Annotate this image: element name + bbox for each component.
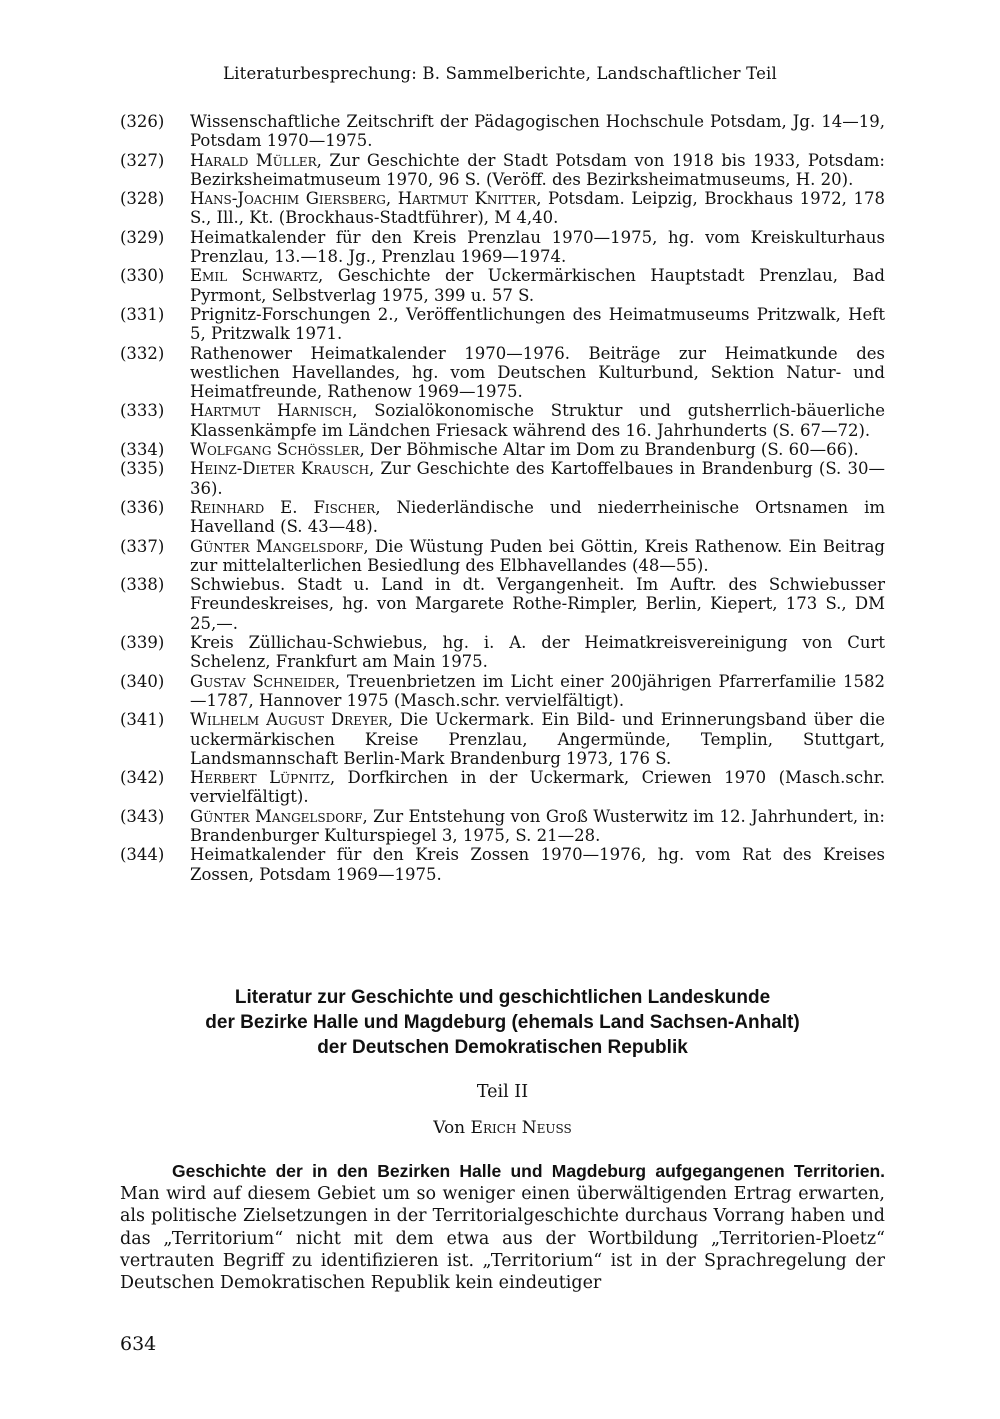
- entry-number: (336): [120, 497, 165, 517]
- entry-body: [190, 710, 885, 768]
- entry-body: [190, 228, 885, 267]
- entry-body: [190, 672, 885, 711]
- entry-text: , Zur Geschichte der Stadt Potsdam von 1918 bis 1933, Potsdam: Bezirksheimatmuseum 1970, 96 S. (Veröff. des Bezirksheimatmuseums, H. 20).: [190, 150, 885, 189]
- entry-body: [190, 401, 885, 440]
- article-title: [120, 985, 885, 1060]
- entry-text: Prignitz-Forschungen 2., Veröffentlichungen des Heimatmuseums Pritzwalk, Heft 5, Pritzwalk 1971.: [190, 304, 885, 344]
- entry-body: [190, 633, 885, 672]
- bibliography-entry: [120, 459, 885, 498]
- entry-body: [190, 112, 885, 151]
- bibliography-entry: [120, 228, 885, 267]
- entry-number: (338): [120, 575, 165, 595]
- article-section: [120, 985, 885, 1312]
- entry-text: Schwiebus. Stadt u. Land in dt. Vergangenheit. Im Auftr. des Schwiebusser Freundeskreises, hg. von Margarete Rothe-Rimpler, Berlin, Kiepert, 173 S., DM 25,—.: [190, 575, 885, 633]
- entry-text: Heimatkalender für den Kreis Zossen 1970—1976, hg. vom Rat des Kreises Zossen, Potsdam 1969—1975.: [190, 845, 885, 884]
- entry-body: [190, 305, 885, 344]
- entry-number: (330): [120, 266, 165, 286]
- entry-body: [190, 768, 885, 807]
- bibliography-entry: [120, 344, 885, 402]
- running-head: Literaturbesprechung: B. Sammelberichte, Landschaftlicher Teil: [223, 64, 777, 83]
- bibliography-entry: [120, 151, 885, 190]
- entry-text: , Niederländische und niederrheinische Ortsnamen im Havelland (S. 43—48).: [190, 497, 886, 537]
- entry-number: (328): [120, 189, 165, 209]
- entry-text: , Die Uckermark. Ein Bild- und Erinnerungsband über die uckermärkischen Kreise Prenzlau, Angermünde, Templin, Stuttgart, Landsmannschaft Berlin-Mark Brandenburg 1973, 176 S.: [190, 710, 885, 768]
- entry-number: (326): [120, 112, 165, 131]
- entry-number: (337): [120, 536, 165, 556]
- entry-text: Wissenschaftliche Zeitschrift der Pädagogischen Hochschule Potsdam, Jg. 14—19, Potsdam 1970—1975.: [190, 112, 885, 151]
- entry-text: , Potsdam. Leipzig, Brockhaus 1972, 178 S., Ill., Kt. (Brockhaus-Stadtführer), M 4,40.: [190, 189, 885, 228]
- entry-author: Herbert Lüpnitz: [190, 768, 330, 788]
- article-part: Teil II: [476, 1082, 529, 1102]
- entry-author: Günter Mangelsdorf: [190, 806, 363, 826]
- entry-author: Hans-Joachim Giersberg, Hartmut Knitter: [190, 189, 537, 209]
- entry-text: Heimatkalender für den Kreis Prenzlau 1970—1975, hg. vom Kreiskulturhaus Prenzlau, 13.—18. Jg., Prenzlau 1969—1974.: [190, 227, 885, 267]
- article-title-line: der Bezirke Halle und Magdeburg (ehemals Land Sachsen-Anhalt): [205, 1012, 800, 1033]
- bibliography-entry: [120, 807, 885, 846]
- bibliography-entry: [120, 189, 885, 228]
- entry-author: Reinhard E. Fischer: [190, 497, 376, 517]
- entry-body: [190, 807, 885, 846]
- bibliography-entry: [120, 845, 885, 884]
- entry-number: (332): [120, 343, 165, 363]
- entry-text: , Die Wüstung Puden bei Göttin, Kreis Rathenow. Ein Beitrag zur mittelalterlichen Besiedlung des Elbhavellandes (48—55).: [190, 536, 885, 575]
- entry-body: [190, 151, 885, 190]
- entry-body: [190, 498, 885, 537]
- bibliography-entry: [120, 266, 885, 305]
- entry-text: , Zur Entstehung von Groß Wusterwitz im 12. Jahrhundert, in: Brandenburger Kulturspiegel 3, 1975, S. 21—28.: [190, 806, 885, 845]
- entry-number: (339): [120, 633, 165, 653]
- entry-body: [190, 266, 885, 305]
- entry-number: (335): [120, 459, 165, 479]
- bibliography-entry: [120, 633, 885, 672]
- entry-author: Emil Schwartz: [190, 266, 319, 286]
- page-number: 634: [120, 1333, 157, 1355]
- article-author: [120, 1118, 885, 1138]
- bibliography-entry: [120, 498, 885, 537]
- bibliography-entry: [120, 710, 885, 768]
- bibliography-entry: [120, 537, 885, 576]
- body-paragraph: [120, 1160, 885, 1294]
- entry-number: (341): [120, 710, 165, 730]
- entry-number: (327): [120, 150, 165, 170]
- entry-number: (342): [120, 768, 165, 788]
- bibliography-entry: [120, 401, 885, 440]
- entry-body: [190, 189, 885, 228]
- entry-number: (334): [120, 440, 165, 460]
- entry-text: , Der Böhmische Altar im Dom zu Brandenburg (S. 60—66).: [359, 440, 859, 460]
- entry-author: Harald Müller: [190, 150, 317, 170]
- bibliography-entry: [120, 672, 885, 711]
- entry-author: Gustav Schneider: [190, 671, 335, 691]
- entry-text: , Treuenbrietzen im Licht einer 200jährigen Pfarrerfamilie 1582—1787, Hannover 1975 (Masch.schr. vervielfältigt).: [190, 671, 885, 710]
- entry-number: (333): [120, 401, 165, 421]
- article-title-line: Literatur zur Geschichte und geschichtlichen Landeskunde: [234, 987, 771, 1008]
- entry-number: (329): [120, 227, 165, 247]
- bibliography-entry: [120, 575, 885, 633]
- entry-text: , Dorfkirchen in der Uckermark, Criewen 1970 (Masch.schr. vervielfältigt).: [190, 768, 886, 807]
- entry-body: [190, 440, 885, 459]
- entry-text: , Sozialökonomische Struktur und gutsherrlich-bäuerliche Klassenkämpfe im Ländchen Friesack während des 16. Jahrhunderts (S. 67—72).: [190, 401, 886, 440]
- entry-text: Rathenower Heimatkalender 1970—1976. Beiträge zur Heimatkunde des westlichen Havellandes, hg. vom Deutschen Kulturbund, Sektion Natur- und Heimatfreunde, Rathenow 1969—1975.: [190, 343, 885, 402]
- entry-body: [190, 459, 885, 498]
- bibliography-list: [120, 112, 885, 884]
- entry-author: Günter Mangelsdorf: [190, 536, 364, 556]
- entry-body: [190, 537, 885, 576]
- bibliography-entry: [120, 440, 885, 459]
- entry-text: Kreis Züllichau-Schwiebus, hg. i. A. der Heimatkreisvereinigung von Curt Schelenz, Frankfurt am Main 1975.: [190, 633, 885, 672]
- entry-author: Wilhelm August Dreyer: [190, 710, 388, 730]
- entry-text: , Geschichte der Uckermärkischen Hauptstadt Prenzlau, Bad Pyrmont, Selbstverlag 1975, 399 u. 57 S.: [190, 266, 885, 305]
- entry-number: (344): [120, 845, 165, 865]
- entry-body: [190, 845, 885, 884]
- entry-author: Hartmut Harnisch: [190, 401, 353, 421]
- entry-number: (340): [120, 671, 165, 691]
- entry-body: [190, 344, 885, 402]
- bibliography-entry: [120, 112, 885, 151]
- entry-text: , Zur Geschichte des Kartoffelbaues in Brandenburg (S. 30—36).: [190, 459, 885, 498]
- entry-body: [190, 575, 885, 633]
- bibliography-entry: [120, 305, 885, 344]
- entry-number: (343): [120, 806, 165, 826]
- entry-author: Heinz-Dieter Krausch: [190, 459, 370, 479]
- author-name: Erich Neuss: [470, 1118, 572, 1138]
- bibliography-entry: [120, 768, 885, 807]
- author-prefix: Von: [433, 1118, 471, 1138]
- entry-author: Wolfgang Schössler: [190, 440, 360, 460]
- article-title-line: der Deutschen Demokratischen Republik: [317, 1037, 688, 1058]
- paragraph-heading: Geschichte der in den Bezirken Halle und Magdeburg aufgegangenen Territorien.: [172, 1161, 885, 1181]
- entry-number: (331): [120, 304, 165, 324]
- paragraph-text: Man wird auf diesem Gebiet um so weniger einen überwältigenden Ertrag erwarten, als politische Zielsetzungen in der Territorialgeschichte durchaus Vorrang haben und das „Territorium“ nicht mit dem etwa aus der Wortbildung „Territorien-Ploetz“ vertrauten Begriff zu identifizieren ist. „Territorium“ ist in der Sprachregelung der Deutschen Demokratischen Republik kein eindeutiger: [120, 1184, 885, 1294]
